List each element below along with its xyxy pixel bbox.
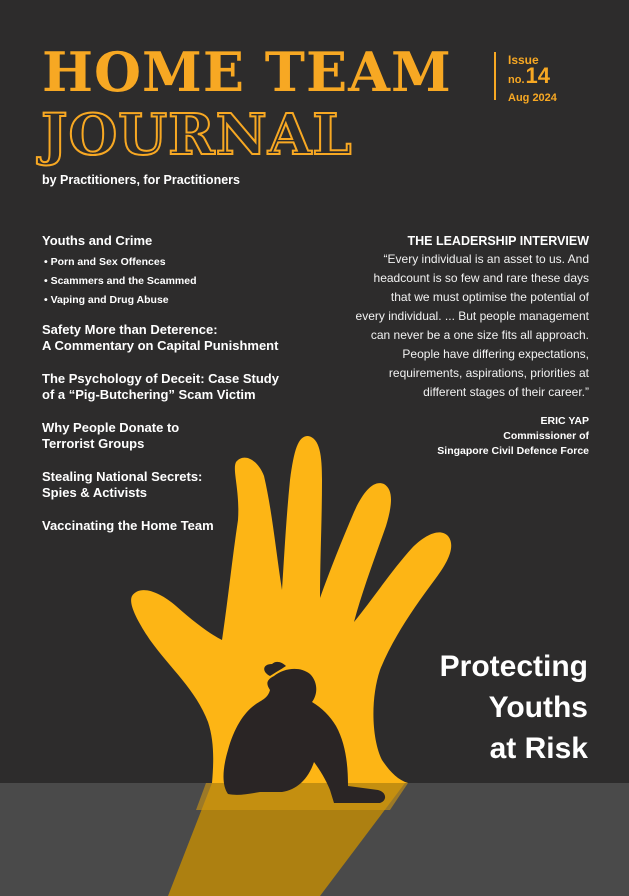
toc-article bbox=[42, 518, 302, 534]
toc-article-line: Why People Donate to bbox=[42, 420, 180, 435]
issue-no-label: no. bbox=[508, 74, 525, 86]
headline-line: at Risk bbox=[489, 732, 588, 765]
toc-article-line: Vaccinating the Home Team bbox=[42, 518, 214, 533]
toc-subitem: • Scammers and the Scammed bbox=[44, 275, 197, 287]
toc-article-line: Terrorist Groups bbox=[42, 436, 145, 451]
table-of-contents bbox=[42, 233, 302, 551]
quote-line: different stages of their career.” bbox=[423, 385, 589, 399]
toc-subitem: • Vaping and Drug Abuse bbox=[44, 294, 169, 306]
masthead-tagline: by Practitioners, for Practitioners bbox=[42, 173, 240, 187]
quote-line: requirements, aspirations, priorities at bbox=[388, 366, 589, 380]
quote-line: that we must optimise the potential of bbox=[390, 290, 589, 304]
toc-article bbox=[42, 420, 302, 452]
issue-divider bbox=[494, 52, 496, 100]
quote-line: can never be a one size fits all approach. bbox=[370, 328, 589, 342]
issue-label: Issue bbox=[508, 53, 539, 67]
interview-heading: THE LEADERSHIP INTERVIEW bbox=[407, 234, 589, 248]
quote-line: every individual. ... But people management bbox=[355, 309, 589, 323]
headline-line: Youths bbox=[488, 691, 588, 724]
toc-article-line: Stealing National Secrets: bbox=[42, 469, 203, 484]
masthead-title-line2: JOURNAL bbox=[41, 102, 353, 168]
toc-subitem: • Porn and Sex Offences bbox=[44, 256, 166, 268]
issue-number-row bbox=[508, 63, 557, 90]
quote-line: People have differing expectations, bbox=[402, 347, 589, 361]
quote-line: “Every individual is an asset to us. And bbox=[383, 252, 589, 266]
quote-line: headcount is so few and rare these days bbox=[373, 271, 589, 285]
leadership-interview bbox=[319, 233, 589, 459]
toc-article bbox=[42, 322, 302, 354]
toc-article bbox=[42, 469, 302, 501]
toc-article-line: of a “Pig-Butchering” Scam Victim bbox=[42, 387, 256, 402]
interview-quote bbox=[319, 250, 589, 402]
toc-article-line: The Psychology of Deceit: Case Study bbox=[42, 371, 279, 386]
interviewee-role-line1: Commissioner of bbox=[503, 430, 589, 442]
toc-article bbox=[42, 371, 302, 403]
toc-section-title: Youths and Crime bbox=[42, 233, 153, 248]
toc-article-line: A Commentary on Capital Punishment bbox=[42, 338, 279, 353]
toc-subitems bbox=[42, 253, 302, 310]
toc-article-line: Safety More than Deterence: bbox=[42, 322, 218, 337]
masthead-title-line1: HOME TEAM bbox=[42, 40, 452, 104]
interviewee-role-line2: Singapore Civil Defence Force bbox=[437, 445, 589, 457]
issue-date: Aug 2024 bbox=[508, 92, 557, 104]
headline-line: Protecting bbox=[439, 650, 588, 683]
issue-info bbox=[508, 54, 557, 104]
toc-article-line: Spies & Activists bbox=[42, 485, 148, 500]
cover-story-headline bbox=[440, 646, 588, 769]
interviewee-name: ERIC YAP bbox=[540, 415, 589, 427]
issue-number: 14 bbox=[525, 63, 550, 88]
